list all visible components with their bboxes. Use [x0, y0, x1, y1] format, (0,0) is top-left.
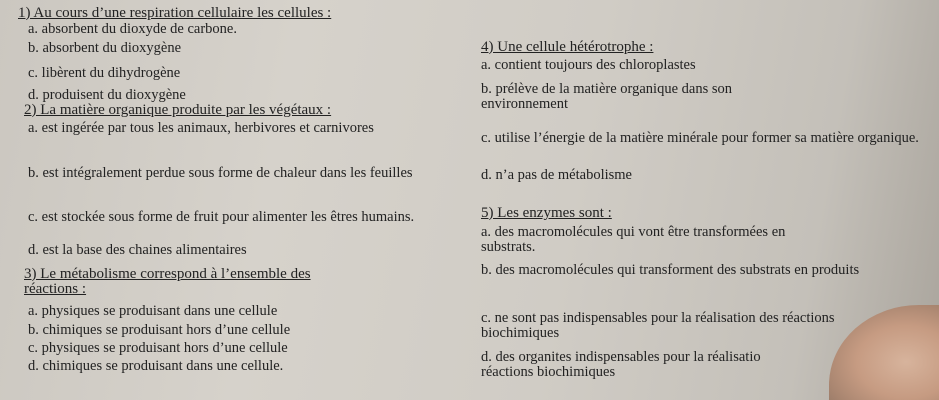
answer-option: d. des organites indispensables pour la réalisatio réactions biochimiques — [481, 349, 761, 380]
answer-option: a. est ingérée par tous les animaux, herbivores et carnivores — [28, 120, 374, 136]
answer-option: b. est intégralement perdue sous forme de chaleur dans les feuilles — [28, 165, 413, 181]
answer-option: b. des macromolécules qui transforment des substrats en produits — [481, 262, 860, 278]
question-title: 5) Les enzymes sont : — [481, 205, 612, 221]
answer-option: b. prélève de la matière organique dans son environnement — [481, 81, 732, 112]
answer-option: a. absorbent du dioxyde de carbone. — [28, 21, 237, 37]
answer-option: b. chimiques se produisant hors d’une cellule — [28, 322, 291, 338]
question-title: 3) Le métabolisme correspond à l’ensemble des réactions : — [24, 266, 311, 297]
answer-option: a. physiques se produisant dans une cellule — [28, 303, 278, 319]
answer-option: d. produisent du dioxygène — [28, 87, 186, 103]
answer-option: a. contient toujours des chloroplastes — [481, 57, 696, 73]
answer-option: c. est stockée sous forme de fruit pour alimenter les êtres humains. — [28, 209, 415, 225]
answer-option: c. utilise l’énergie de la matière minérale pour former sa matière organique. — [481, 130, 919, 146]
answer-option: c. ne sont pas indispensables pour la réalisation des réactions biochimiques — [481, 310, 835, 341]
answer-option: b. absorbent du dioxygène — [28, 40, 182, 56]
question-title: 4) Une cellule hétérotrophe : — [481, 39, 654, 55]
answer-option: c. libèrent du dihydrogène — [28, 65, 181, 81]
question-title: 1) Au cours d’une respiration cellulaire les cellules : — [18, 5, 332, 21]
answer-option: d. chimiques se produisant dans une cellule. — [28, 358, 284, 374]
answer-option: c. physiques se produisant hors d’une cellule — [28, 340, 288, 356]
answer-option: d. n’a pas de métabolisme — [481, 167, 632, 183]
question-title: 2) La matière organique produite par les végétaux : — [24, 102, 332, 118]
answer-option: d. est la base des chaines alimentaires — [28, 242, 247, 258]
answer-option: a. des macromolécules qui vont être transformées en substrats. — [481, 224, 786, 255]
